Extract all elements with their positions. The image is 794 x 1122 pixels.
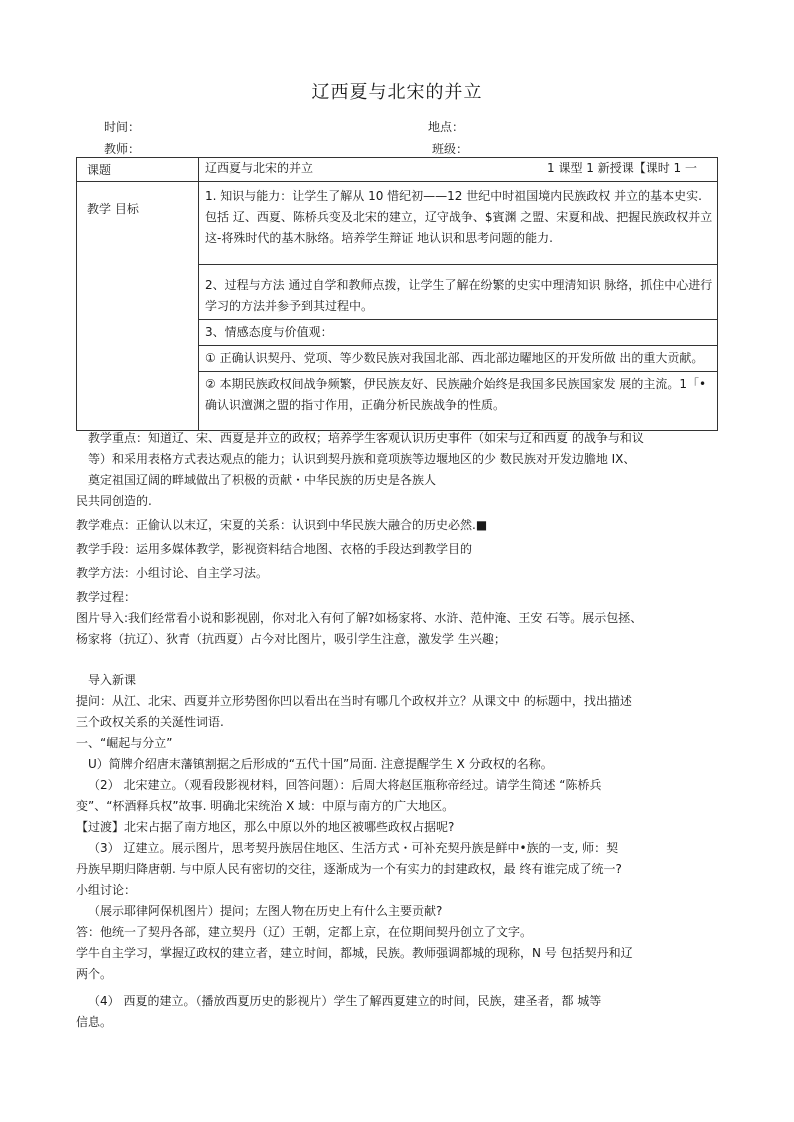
text-line: （3） 辽建立。展示图片，思考契丹族居住地区、生活方式・可补充契丹族是鲜中•族的一支, 师：契 <box>88 841 619 855</box>
text-line: 答：他统一了契丹各部，建立契丹（辽）王朝，定都上京，在位期间契丹创立了文字。 <box>76 925 533 939</box>
text-line: 奠定祖国辽阔的畔域做出了枳极的贡献・中华民族的历史是各族人 <box>88 473 437 487</box>
text-line: 图片导入:我们经常看小说和影视剧，你对北入有何了解?如杨家将、水浒、范仲淹、王安 石等。展示包拯、 <box>76 611 643 625</box>
lesson-plan-table <box>76 157 718 431</box>
text-line: 【过渡】北宋占据了南方地区，那么中原以外的地区被哪些政权占据呢? <box>76 820 455 834</box>
text-line: 教学方法：小组讨论、自主学习法。 <box>76 566 269 580</box>
topic-label: 课题 <box>87 163 112 177</box>
text-line: 教学重点：知道辽、宋、西夏是并立的政权；培养学生客观认识历史事件（如宋与辽和西夏 的战争与和议 <box>88 431 644 445</box>
text-line: 提问：从江、北宋、西夏并立形势图你凹以看出在当时有哪几个政权并立？从课文中 的标题中，找出描述 <box>76 694 632 708</box>
topic-row <box>77 158 718 182</box>
text-line: （展示耶律阿保机图片）提问；左图人物在历史上有什么主要贡献? <box>88 904 443 918</box>
text-line: （2） 北宋建立。（观看段影视材料，回答问题）：后周大将赵匡瓶称帝经过。请学生简述 “陈桥兵 <box>88 778 602 792</box>
class-label: 班级： <box>432 142 469 156</box>
goal-label: 教学 目标 <box>87 202 139 216</box>
lesson-info: 1 课型 1 新授课【课时 1 一 <box>547 161 697 175</box>
goal-2-cell <box>199 265 718 320</box>
text-line: U）简牌介绍唐末藩镇割据之后形成的“五代十国”局面. 注意提醒学生 X 分政权的名称。 <box>88 757 553 771</box>
text-line: 教学过程： <box>76 590 137 604</box>
goal-label-cell <box>77 182 199 431</box>
goal-3-a: ① 正确认识契丹、党项、等少数民族对我国北部、西北部边曜地区的开发所做 出的重大贡献。 <box>199 345 717 371</box>
lesson-body <box>76 428 726 1033</box>
goal-row-1 <box>77 182 718 265</box>
text-line: 学牛自主学习，掌握辽政权的建立者，建立时间，都城，民族。教师强调都城的现称，N 号 包括契丹和辽 <box>76 946 633 960</box>
text-line: 小组讨论： <box>76 883 137 897</box>
topic-label-cell <box>77 158 199 182</box>
text-line: 等）和采用表格方式表达观点的能力；认识到契丹族和竟项族等边堰地区的少 数民族对开发边膽地 IX、 <box>88 452 636 466</box>
goal-3-cell <box>199 320 718 431</box>
text-line: （4） 西夏的建立。（播放西夏历史的影视片）学生了解西夏建立的时间，民族，建圣者，都 城等 <box>88 994 602 1008</box>
topic-value-cell <box>199 158 718 182</box>
text-line: 三个政权关系的关涎性词语. <box>76 715 224 729</box>
place-label: 地点： <box>428 120 465 134</box>
goal-2-text: 2、过程与方法 通过自学和教师点拨，让学生了解在纷繁的史实中理清知识 脉络，抓住中心进行学习的方法并参予到其过程中。 <box>205 278 713 313</box>
topic-value: 辽西夏与北宋的并立 <box>205 161 314 175</box>
goal-1-text: 1. 知识与能力：让学生了解从 10 惜纪初——12 世纪中时祖国境内民族政权 并立的基本史实. 包括 辽、西夏、陈桥兵变及北宋的建立，辽守战争、$賓渊 之盟、宋夏和战、把握民族政权并立这-将殊时代的基木脉络。培养学生辩证 地认识和思考问题的能力. <box>205 189 713 245</box>
text-line: 导入新课 <box>88 673 137 687</box>
teacher-label: 教师： <box>104 142 141 156</box>
text-line: 杨家将（抗辽）、狄青（抗西夏）占今对比图片，吸引学生注意，激发学 生兴趣； <box>76 632 506 646</box>
text-line: 丹族早期归降唐朝. 与中原人民有密切的交往，逐渐成为一个有实力的封建政权，最 终有谁完成了统一? <box>76 862 622 876</box>
goal-3-head: 3、情感态度与价值观： <box>205 325 333 339</box>
text-line: 变”、“杯酒释兵权”故事. 明确北宋统治 X 域：中原与南方的广大地区。 <box>76 799 455 813</box>
page-title: 辽西夏与北宋的并立 <box>311 82 483 103</box>
text-line: 教学手段：运用多媒体教学，影视资料结合地图、衣格的手段达到教学目的 <box>76 542 473 556</box>
text-line: 两个。 <box>76 967 113 981</box>
text-line: 民共同创造的. <box>76 494 152 508</box>
text-line: 信息。 <box>76 1015 113 1029</box>
text-line: 一、“崛起与分立” <box>76 736 173 750</box>
text-line: 教学难点：正偷认以末辽，宋夏的关系：认识到中华民族大融合的历史必然.■ <box>76 518 488 532</box>
goal-1-cell <box>199 182 718 265</box>
time-label: 时间： <box>104 120 141 134</box>
goal-3-b: ② 本期民族政权间战争频繁，伊民族友好、民族融介始终是我国多民族国家发 展的主流。1「•确认识澶渊之盟的指寸作用，正确分析民族战争的性质。 <box>199 371 717 420</box>
